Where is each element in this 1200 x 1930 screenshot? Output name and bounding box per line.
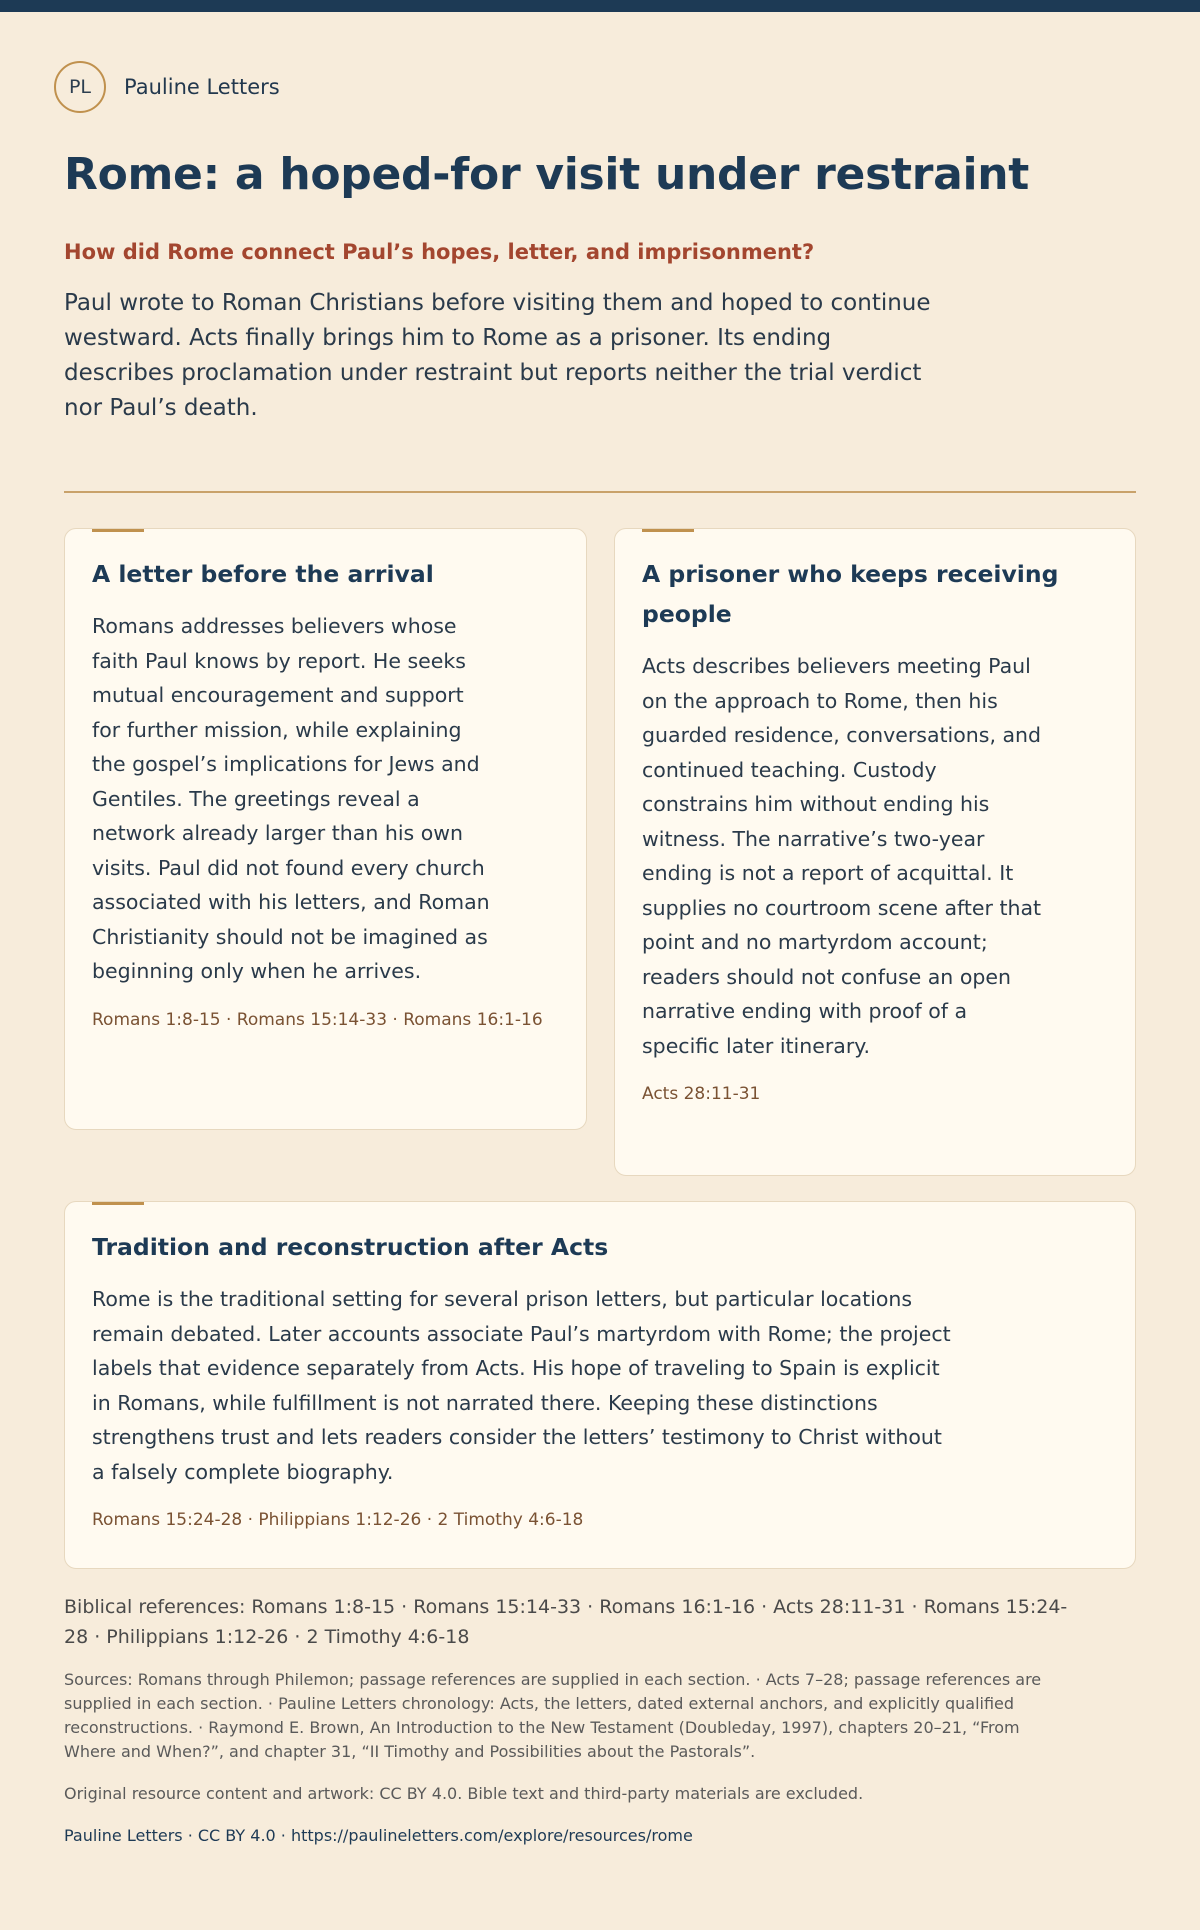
card-accent — [642, 529, 694, 532]
footer — [64, 1592, 1074, 1848]
card-letter-before-arrival — [64, 528, 587, 1130]
footer-site-link[interactable]: Pauline Letters · CC BY 4.0 · https://paulineletters.com/explore/resources/rome — [64, 1826, 693, 1845]
top-bar — [0, 0, 1200, 12]
card-prisoner-receiving-people — [614, 528, 1136, 1176]
card-accent — [92, 529, 144, 532]
page-title: Rome: a hoped-for visit under restraint — [64, 149, 1030, 200]
footer-sources: Sources: Romans through Philemon; passage references are supplied in each section. · Acts 7–28; passage references are supplied in each section. · Pauline Letters chronology: Acts, the letters, dated external anchors, and explicitly qualified reconstructions. · Raymond E. Brown, An Introduction to the New Testament (Doubleday, 1997), chapters 20–21, “From Where and When?”, and chapter 31, “II Timothy and Possibilities about the Pastorals”. — [64, 1670, 1042, 1761]
page-question: How did Rome connect Paul’s hopes, letter, and imprisonment? — [64, 239, 815, 264]
card-title: Tradition and reconstruction after Acts — [92, 1233, 609, 1261]
card-accent — [92, 1202, 144, 1205]
card-title: A prisoner who keeps receiving people — [642, 560, 1059, 628]
page-header — [64, 60, 1136, 426]
card-tradition-reconstruction — [64, 1201, 1136, 1569]
footer-license: Original resource content and artwork: CC BY 4.0. Bible text and third-party materials are excluded. — [64, 1784, 864, 1803]
card-body: Romans addresses believers whose faith Paul knows by report. He seeks mutual encouragement and support for further mission, while explaining the gospel’s implications for Jews and Gentiles. The greetings reveal a network already larger than his own visits. Paul did not found every church associated with his letters, and Roman Christianity should not be imagined as beginning only when he arrives. — [92, 614, 490, 983]
card-references: Romans 15:24-28 · Philippians 1:12-26 · 2 Timothy 4:6-18 — [92, 1510, 584, 1530]
brand-name: Pauline Letters — [124, 75, 280, 99]
card-title: A letter before the arrival — [92, 560, 434, 588]
card-body: Rome is the traditional setting for several prison letters, but particular locations remain debated. Later accounts associate Paul’s martyrdom with Rome; the project labels that evidence separately from Acts. His hope of traveling to Spain is explicit in Romans, while fulfillment is not narrated there. Keeping these distinctions strengthens trust and lets readers consider the letters’ testimony to Christ without a falsely complete biography. — [92, 1287, 951, 1484]
page-intro: Paul wrote to Roman Christians before visiting them and hoped to continue westward. Acts finally brings him to Rome as a prisoner. Its ending describes proclamation under restraint but reports neither the trial verdict nor Paul’s death. — [64, 289, 931, 421]
card-body: Acts describes believers meeting Paul on the approach to Rome, then his guarded residence, conversations, and continued teaching. Custody constrains him without ending his witness. The narrative’s two-year ending is not a report of acquittal. It supplies no courtroom scene after that point and no martyrdom account; readers should not confuse an open narrative ending with proof of a specific later itinerary. — [642, 654, 1042, 1058]
card-references: Romans 1:8-15 · Romans 15:14-33 · Romans 16:1-16 — [92, 1009, 543, 1030]
brand-logo: PL — [54, 61, 106, 113]
card-references: Acts 28:11-31 — [642, 1084, 761, 1104]
section-divider — [64, 491, 1136, 493]
brand[interactable] — [64, 60, 1136, 114]
footer-biblical-references: Biblical references: Romans 1:8-15 · Romans 15:14-33 · Romans 16:1-16 · Acts 28:11-31 · Romans 15:24-28 · Philippians 1:12-26 · 2 Timothy 4:6-18 — [64, 1596, 1068, 1648]
